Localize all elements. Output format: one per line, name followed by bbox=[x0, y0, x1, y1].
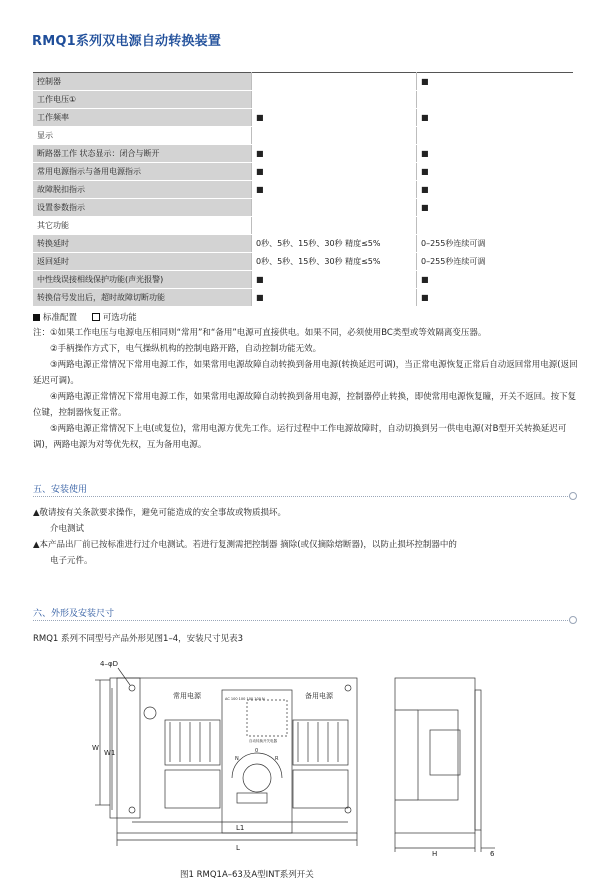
row-value bbox=[417, 91, 574, 109]
table-row bbox=[33, 127, 573, 145]
section-5-divider bbox=[33, 496, 570, 497]
table-row bbox=[33, 235, 573, 253]
row-label: 转换延时 bbox=[33, 235, 252, 253]
row-value bbox=[252, 91, 417, 109]
knob-n-label: N bbox=[235, 756, 239, 762]
section-6-divider bbox=[33, 620, 570, 621]
table-row bbox=[33, 199, 573, 217]
note-3: ③两路电源正常情况下常用电源工作，如果常用电源故障自动转换到备用电源(转换延迟可调)，当正常电源恢复正常后自动返回常用电源(返回延迟可调)。 bbox=[33, 360, 578, 386]
dim-w1: W1 bbox=[104, 749, 116, 757]
backup-source-label: 备用电源 bbox=[305, 692, 333, 700]
row-label: 工作频率 bbox=[33, 109, 252, 127]
row-value: ■ bbox=[252, 181, 417, 199]
table-row bbox=[33, 91, 573, 109]
table-row bbox=[33, 289, 573, 307]
table-row bbox=[33, 163, 573, 181]
table-row bbox=[33, 181, 573, 199]
note-5: ⑤两路电源正常情况下上电(或复位)，常用电源方优先工作。运行过程中工作电源故障时，自动切换到另一供电电源(对B型开关转换延迟可调)，两路电源为对等优先权，互为备用电源。 bbox=[33, 424, 567, 450]
row-value: ■ bbox=[252, 289, 417, 307]
table-row bbox=[33, 253, 573, 271]
legend bbox=[33, 311, 137, 323]
filled-square-icon bbox=[33, 314, 40, 321]
row-label: 设置参数指示 bbox=[33, 199, 252, 217]
row-value: ■ bbox=[417, 73, 574, 91]
table-row bbox=[33, 217, 573, 235]
row-label: 故障脱扣指示 bbox=[33, 181, 252, 199]
dim-w: W bbox=[92, 744, 99, 752]
divider-end-dot bbox=[569, 492, 577, 500]
dim-l: L bbox=[236, 844, 240, 852]
divider-end-dot bbox=[569, 616, 577, 624]
row-value: 0–255秒连续可调 bbox=[417, 235, 574, 253]
row-value bbox=[417, 217, 574, 235]
row-value bbox=[252, 217, 417, 235]
row-value: ■ bbox=[417, 289, 574, 307]
section-6-heading: 六、外形及安装尺寸 bbox=[33, 609, 115, 619]
row-value: ■ bbox=[252, 163, 417, 181]
row-label: 工作电压① bbox=[33, 91, 252, 109]
row-value: 0秒、5秒、15秒、30秒 精度≤5% bbox=[252, 253, 417, 271]
row-value bbox=[417, 127, 574, 145]
dim-l1: L1 bbox=[236, 824, 245, 832]
spec-table bbox=[33, 72, 573, 307]
row-label: 中性线误接相线保护功能(声光报警) bbox=[33, 271, 252, 289]
page-title: RMQ1系列双电源自动转换装置 bbox=[32, 34, 222, 49]
dim-6: 6 bbox=[490, 850, 495, 858]
row-label: 常用电源指示与备用电源指示 bbox=[33, 163, 252, 181]
note-2: ②手柄操作方式下，电气操纵机构的控制电路开路，自动控制功能无效。 bbox=[50, 344, 322, 354]
legend-standard: 标准配置 bbox=[43, 313, 78, 323]
install-line-4: 电子元件。 bbox=[50, 556, 93, 566]
table-row bbox=[33, 271, 573, 289]
row-value: ■ bbox=[252, 109, 417, 127]
dim-h: H bbox=[432, 850, 438, 858]
section-5-body bbox=[33, 505, 583, 569]
dimension-drawing bbox=[0, 650, 600, 862]
figure-caption: 图1 RMQ1A–63及A型INT系列开关 bbox=[180, 870, 314, 880]
row-label: 显示 bbox=[33, 127, 252, 145]
row-value: ■ bbox=[417, 109, 574, 127]
row-label: 控制器 bbox=[33, 73, 252, 91]
knob-r-label: R bbox=[275, 756, 279, 762]
section-5-heading: 五、安装使用 bbox=[33, 485, 88, 495]
row-label: 其它功能 bbox=[33, 217, 252, 235]
row-value: ■ bbox=[417, 181, 574, 199]
row-value: 0秒、5秒、15秒、30秒 精度≤5% bbox=[252, 235, 417, 253]
common-source-label: 常用电源 bbox=[173, 692, 201, 700]
row-value: ■ bbox=[417, 145, 574, 163]
row-value: 0–255秒连续可调 bbox=[417, 253, 574, 271]
panel-label: AC 100 100 100 100 N bbox=[225, 697, 265, 701]
row-value: ■ bbox=[252, 145, 417, 163]
panel-label-2: 自动转换开关电器 bbox=[249, 739, 277, 743]
side-view-outline bbox=[395, 678, 475, 833]
note-4: ④两路电源正常情况下常用电源工作，如果常用电源故障自动转换到备用电源，控制器停止转换，即使常用电源恢复瞳，开关不返回。按下复位键，控制器恢复正常。 bbox=[33, 392, 577, 418]
table-row bbox=[33, 145, 573, 163]
row-value bbox=[252, 127, 417, 145]
notes bbox=[33, 325, 578, 453]
row-value bbox=[252, 199, 417, 217]
row-label: 断路器工作 状态显示：闭合与断开 bbox=[33, 145, 252, 163]
row-value: ■ bbox=[417, 163, 574, 181]
hole-label: 4–φD bbox=[100, 660, 118, 668]
install-line-1: ▲敬请按有关条款要求操作，避免可能造成的安全事故或物质损坏。 bbox=[33, 508, 287, 518]
row-value: ■ bbox=[252, 271, 417, 289]
note-1: 注：①如果工作电压与电源电压相同则“常用”和“备用”电源可直接供电。如果不同，必须使用BC类型或等效隔离变压器。 bbox=[33, 328, 487, 338]
install-line-2: 介电测试 bbox=[50, 524, 85, 534]
row-value: ■ bbox=[417, 271, 574, 289]
knob-0-label: 0 bbox=[255, 748, 259, 754]
row-value: ■ bbox=[417, 199, 574, 217]
row-label: 转换信号发出后，超时故障切断功能 bbox=[33, 289, 252, 307]
row-label: 返回延时 bbox=[33, 253, 252, 271]
table-row bbox=[33, 73, 573, 91]
table-row bbox=[33, 109, 573, 127]
empty-square-icon bbox=[92, 313, 100, 321]
row-value bbox=[252, 73, 417, 91]
install-line-3: ▲本产品出厂前已按标准进行过介电测试。若进行复测需把控制器 摘除(或仅摘除熔断器)，以防止损坏控制器中的 bbox=[33, 540, 457, 550]
legend-optional: 可选功能 bbox=[102, 313, 137, 323]
section-6-intro: RMQ1 系列不同型号产品外形见图1–4，安装尺寸见表3 bbox=[33, 634, 244, 644]
